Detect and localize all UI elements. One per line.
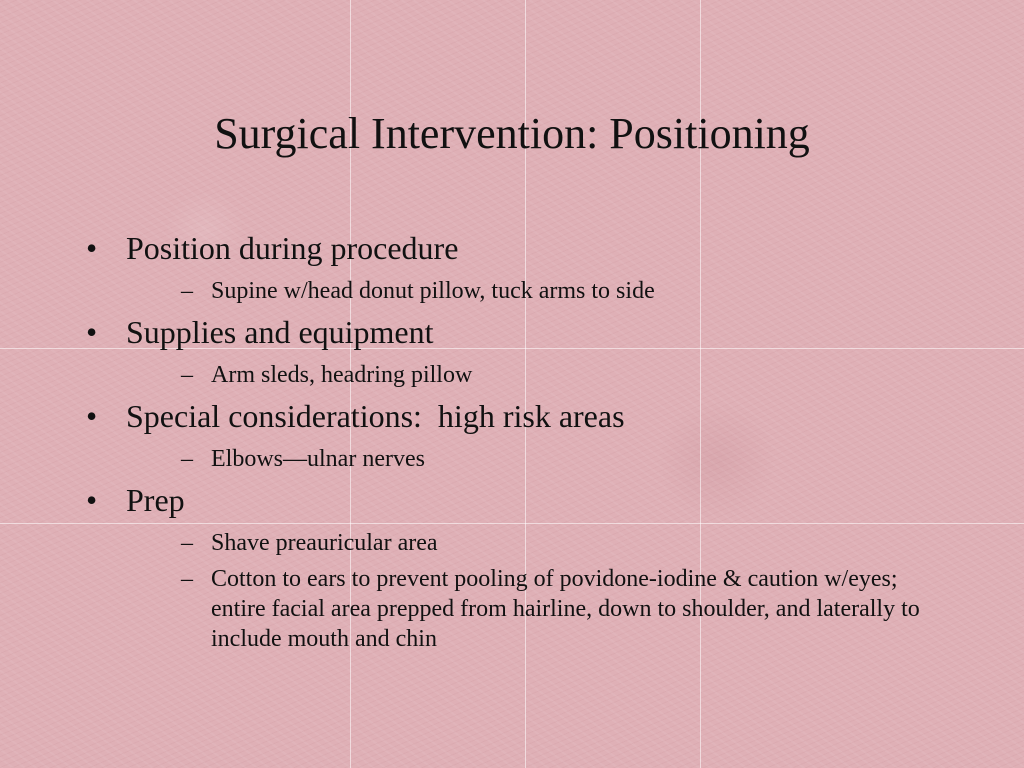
sub-bullet-item [126,360,946,390]
sub-bullet-list [126,276,946,306]
slide-title: Surgical Intervention: Positioning [214,109,810,158]
bullet-text: Supplies and equipment [126,314,434,350]
bullet-marker: • [86,314,98,350]
sub-bullet-list [126,528,946,654]
sub-bullet-text: Shave preauricular area [211,530,438,556]
bullet-list [86,226,946,658]
sub-bullet-marker: – [181,530,193,556]
sub-bullet-item [126,276,946,306]
sub-bullet-marker: – [181,566,193,592]
sub-bullet-list [126,360,946,390]
bullet-text: Position during procedure [126,230,459,266]
bullet-item [86,310,946,390]
bullet-marker: • [86,482,98,518]
bullet-text: Special considerations: high risk areas [126,398,625,434]
sub-bullet-text: Elbows—ulnar nerves [211,446,425,472]
bullet-marker: • [86,230,98,266]
sub-bullet-marker: – [181,446,193,472]
bullet-marker: • [86,398,98,434]
bullet-item [86,394,946,474]
sub-bullet-marker: – [181,278,193,304]
sub-bullet-marker: – [181,362,193,388]
bullet-item [86,226,946,306]
sub-bullet-list [126,444,946,474]
sub-bullet-item [126,444,946,474]
sub-bullet-text: Arm sleds, headring pillow [211,362,473,388]
bullet-item [86,478,946,654]
sub-bullet-item [126,564,946,654]
sub-bullet-text: Supine w/head donut pillow, tuck arms to side [211,278,655,304]
bullet-text: Prep [126,482,185,518]
sub-bullet-item [126,528,946,558]
sub-bullet-text: Cotton to ears to prevent pooling of povidone-iodine & caution w/eyes; entire facial area prepped from hairline, down to shoulder, and laterally to include mouth and chin [211,566,920,652]
